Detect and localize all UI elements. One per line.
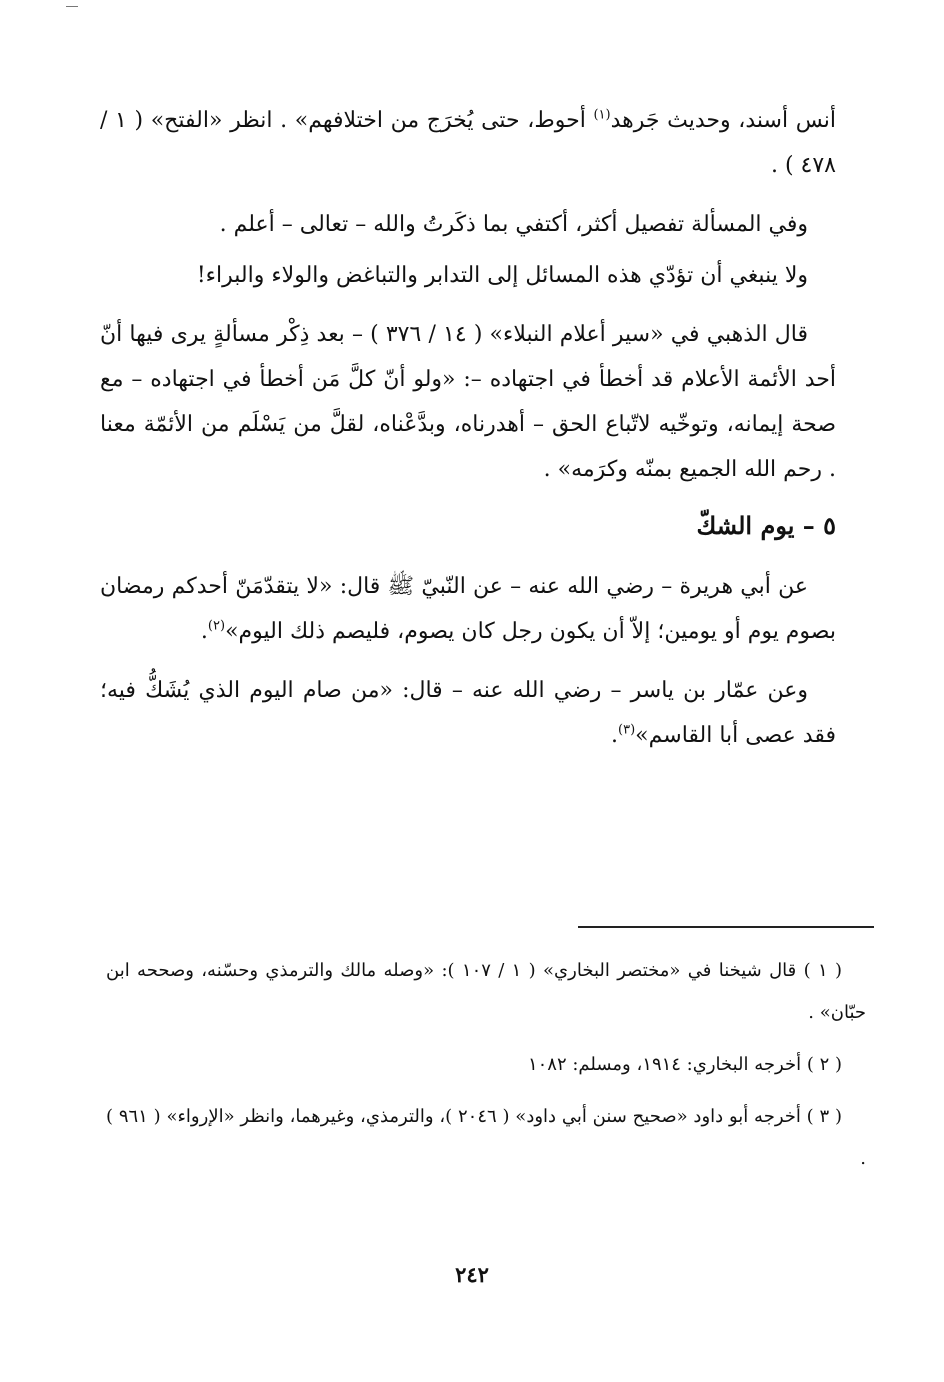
paragraph-end: .	[200, 619, 208, 644]
paragraph-text: عن أبي هريرة – رضي الله عنه – عن النّبيّ ﷺ قال: «لا يتقدّمَنّ أحدكم رمضان بصوم يوم أو يومين؛ إلاّ أن يكون رجل كان يصوم، فليصم ذلك اليوم»	[100, 574, 836, 644]
paragraph-continuation	[100, 98, 836, 188]
paragraph-warning: ولا ينبغي أن تؤدّي هذه المسائل إلى التدابر والتباغض والولاء والبراء!	[196, 263, 808, 288]
paragraph-text: وعن عمّار بن ياسر – رضي الله عنه – قال: «من صام اليوم الذي يُشَكُّ فيه؛ فقد عصى أبا القاسم»	[100, 678, 836, 748]
footnote-ref-3[interactable]: (٣)	[618, 722, 636, 738]
page-number: ٢٤٢	[455, 1262, 489, 1287]
paragraph-detail: وفي المسألة تفصيل أكثر، أكتفي بما ذكَرتُ والله – تعالى – أعلم .	[219, 212, 808, 237]
footnote-ref-1[interactable]: (١)	[593, 107, 611, 123]
section-heading: ٥ – يوم الشكّ	[696, 511, 836, 540]
paragraph-end: .	[611, 723, 619, 748]
paragraph-hadith-abu-hurayra	[100, 564, 836, 654]
footnote-3: ( ٣ ) أخرجه أبو داود «صحيح سنن أبي داود» ( ٢٠٤٦ )، والترمذي، وغيرهما، وانظر «الإرواء» ( ٩٦١ ) .	[106, 1106, 866, 1169]
footnote-2: ( ٢ ) أخرجه البخاري: ١٩١٤، ومسلم: ١٠٨٢	[527, 1054, 842, 1075]
main-text	[100, 98, 836, 772]
footnotes	[106, 950, 866, 1190]
footnote-ref-2[interactable]: (٢)	[207, 618, 226, 634]
paragraph-dhahabi-quote: قال الذهبي في «سير أعلام النبلاء» ( ١٤ / ٣٧٦ ) – بعد ذِكْر مسألةٍ يرى فيها أنّ أحد الأئمة الأعلام قد أخطأ في اجتهاده –: «ولو أنّ كلَّ مَن أخطأ في اجتهاده – مع صحة إيمانه، وتوخّيه لاتّباع الحق – أهدرناه، وبدَّعْناه، لقلَّ من يَسْلَم من الأئمّة معنا . رحم الله الجميع بمنّه وكرَمه» .	[100, 322, 836, 482]
footnote-1: ( ١ ) قال شيخنا في «مختصر البخاري» ( ١ / ١٠٧ ): «وصله مالك والترمذي وحسّنه، وصححه ابن حبّان» .	[106, 960, 866, 1023]
scan-mark	[66, 6, 78, 7]
paragraph-text-rest: أحوط، حتى يُخرَج من اختلافهم» . انظر «الفتح» ( ١ / ٤٧٨ ) .	[100, 108, 836, 178]
paragraph-text: أنس أسند، وحديث جَرهد	[610, 108, 836, 133]
footnote-divider	[578, 926, 874, 928]
paragraph-hadith-ammar	[100, 668, 836, 758]
